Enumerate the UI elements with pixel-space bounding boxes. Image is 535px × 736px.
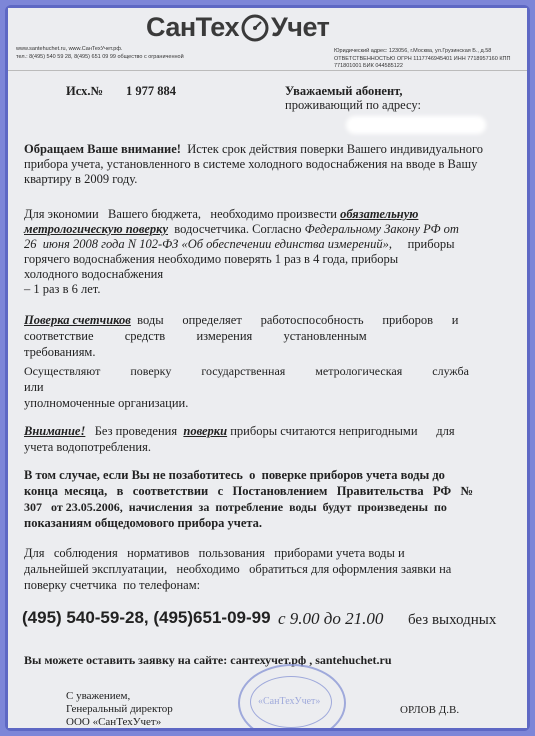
paragraph-6-line-1: Для соблюдения нормативов пользования приборами учета воды и bbox=[24, 546, 405, 560]
paragraph-5-line-3: 307 от 23.05.2006, начисления за потребление воды будут произведены по bbox=[24, 500, 447, 514]
p2-law-ref: 26 июня 2008 года N 102-ФЗ «Об обеспечении единства измерений» bbox=[24, 237, 389, 251]
phone-numbers: (495) 540-59-28, (495)651-09-99 bbox=[22, 608, 271, 627]
signature-line-3: ООО «СанТехУчет» bbox=[66, 716, 162, 728]
letterhead-left-1: www.santehuchet.ru, www.СанТехУчет.рф. bbox=[16, 46, 123, 52]
p2-text-a: Для экономии Вашего бюджета, необходимо произвести bbox=[24, 207, 337, 221]
paragraph-3-line-1 bbox=[24, 313, 458, 329]
company-logo bbox=[146, 12, 329, 43]
paragraph-1-line-3: квартиру в 2009 году. bbox=[24, 172, 138, 186]
paragraph-1-line-1 bbox=[24, 142, 483, 158]
no-days-off: без выходных bbox=[408, 612, 497, 628]
signature-line-1: С уважением, bbox=[66, 690, 131, 702]
paragraph-2-line-5: холодного водоснабжения bbox=[24, 267, 164, 281]
redacted-address bbox=[346, 116, 486, 134]
paragraph-2-line-1 bbox=[24, 207, 418, 223]
signature-line-2: Генеральный директор bbox=[66, 703, 173, 715]
greeting: Уважаемый абонент, bbox=[285, 84, 403, 98]
p2-text-b: водосчетчика. Согласно bbox=[174, 222, 302, 236]
p3-verification: Поверка счетчиков bbox=[24, 313, 131, 327]
paragraph-3-line-2: соответствие средств измерения установленным bbox=[24, 329, 367, 343]
letterhead bbox=[8, 8, 527, 71]
website-line: Вы можете оставить заявку на сайте: сантехучет.рф , santehuchet.ru bbox=[24, 653, 392, 667]
p3-text: воды определяет работоспособность приборов и bbox=[137, 313, 459, 327]
paragraph-6-line-2: дальнейшей эксплуатации, необходимо обратиться для оформления заявки на bbox=[24, 562, 452, 576]
letter-paper bbox=[8, 8, 527, 728]
paragraph-5-line-1: В том случае, если Вы не позаботитесь о поверке приборов учета воды до bbox=[24, 468, 445, 482]
p1-text: Истек срок действия поверки Вашего индивидуального bbox=[187, 142, 484, 156]
paragraph-2-line-2 bbox=[24, 222, 459, 238]
director-name: ОРЛОВ Д.В. bbox=[400, 704, 460, 716]
paragraph-5-line-4: показаниям общедомового прибора учета. bbox=[24, 516, 263, 530]
paragraph-6-line-3: поверку счетчика по телефонам: bbox=[24, 578, 201, 592]
ref-number: 1 977 884 bbox=[126, 84, 176, 98]
letterhead-left-2: тел.: 8(495) 540 59 28, 8(495) 651 09 99 общество с ограниченной bbox=[16, 54, 184, 60]
attention-bold: Обращаем Ваше внимание! bbox=[24, 142, 181, 156]
p4-text-a: Без проведения bbox=[85, 424, 178, 438]
p2-law: Федеральному Закону РФ от bbox=[304, 222, 459, 236]
logo-text-2: Учет bbox=[270, 12, 330, 42]
address-line: проживающий по адресу: bbox=[285, 98, 421, 112]
letterhead-right-2: ОТВЕТСТВЕННОСТЬЮ ОГРН 1117746945401 ИНН 7718957160 КПП 771801001 БИК 044585122 bbox=[334, 56, 511, 69]
paragraph-2-line-4: горячего водоснабжения необходимо поверять 1 раз в 4 года, приборы bbox=[24, 252, 399, 266]
paragraph-3-line-3: требованиям. bbox=[24, 345, 96, 359]
stamp-text: «СанТехУчет» bbox=[258, 696, 321, 707]
p4-attention: Внимание! bbox=[24, 424, 86, 438]
paragraph-2-line-6: – 1 раз в 6 лет. bbox=[24, 282, 101, 296]
letterhead-right-1: Юридический адрес: 123056, г.Москва, ул.Грузинская Б., д.58 bbox=[334, 48, 492, 54]
paragraph-3-line-6: уполномоченные организации. bbox=[24, 396, 189, 410]
p2-text-c: , приборы bbox=[388, 237, 455, 251]
paragraph-5-line-2: конца месяца, в соответствии с Постановлением Правительства РФ № bbox=[24, 484, 474, 498]
p4-verification: поверки bbox=[183, 424, 228, 438]
paragraph-2-line-3 bbox=[24, 237, 454, 253]
p2-verification: метрологическую поверку bbox=[24, 222, 169, 236]
working-hours: с 9.00 до 21.00 bbox=[278, 609, 384, 628]
company-stamp bbox=[238, 664, 346, 728]
ref-label: Исх.№ bbox=[66, 84, 104, 98]
paragraph-1-line-2: прибора учета, установленного в системе холодного водоснабжения на вводе в Вашу bbox=[24, 157, 478, 171]
logo-text-1: СанТех bbox=[146, 12, 239, 42]
paragraph-3-line-4: Осуществляют поверку государственная метрологическая служба bbox=[24, 364, 469, 378]
water-meter-icon bbox=[241, 14, 269, 42]
paragraph-3-line-5: или bbox=[24, 380, 44, 394]
p2-mandatory: обязательную bbox=[340, 207, 419, 221]
paragraph-4-line-1 bbox=[24, 424, 455, 440]
paragraph-4-line-2: учета водопотребления. bbox=[24, 440, 151, 454]
p4-text-b: приборы считаются непригодными для bbox=[227, 424, 455, 438]
